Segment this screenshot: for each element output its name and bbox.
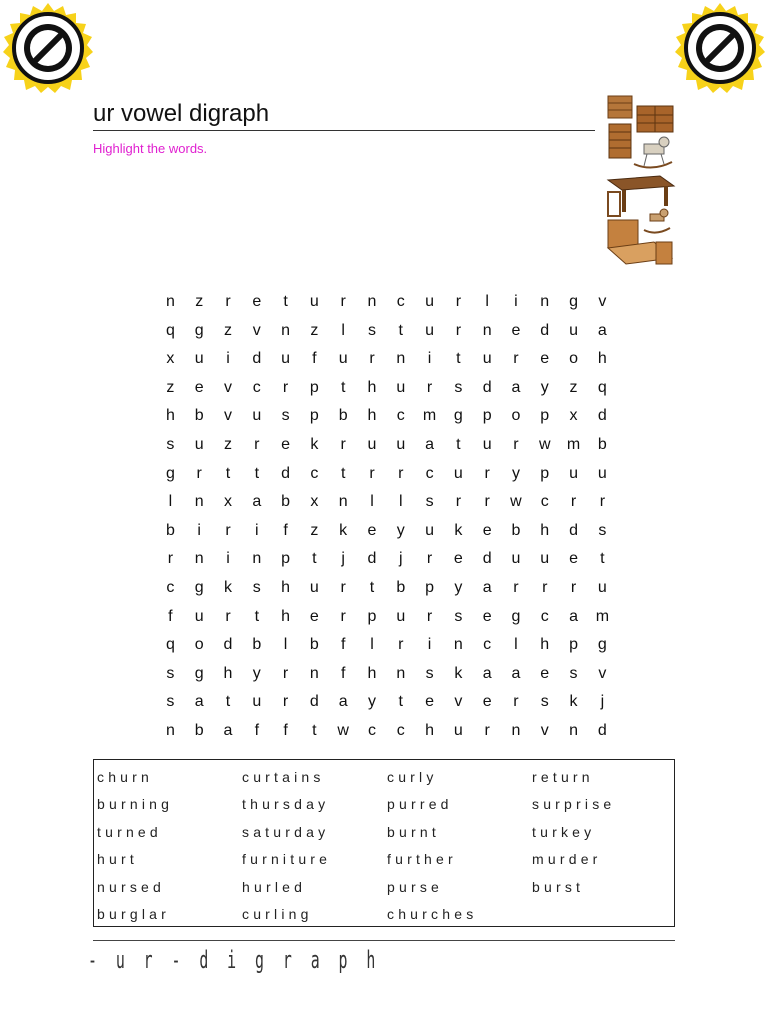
grid-letter[interactable]: b (338, 407, 348, 425)
grid-letter[interactable]: e (367, 521, 377, 539)
grid-letter[interactable]: r (570, 578, 577, 596)
grid-letter[interactable]: u (425, 293, 435, 310)
grid-letter[interactable]: f (168, 607, 173, 625)
grid-letter[interactable]: a (252, 493, 262, 511)
grid-letter[interactable]: y (396, 521, 405, 539)
grid-letter[interactable]: w (510, 493, 522, 511)
grid-letter[interactable]: p (309, 407, 319, 425)
grid-letter[interactable]: a (482, 578, 492, 596)
grid-letter[interactable]: p (281, 550, 291, 568)
grid-letter[interactable]: t (254, 607, 260, 625)
grid-letter[interactable]: d (367, 550, 377, 568)
word-item: curly (387, 769, 438, 785)
word-item: curtains (242, 769, 325, 785)
grid-letter[interactable]: r (369, 464, 375, 482)
grid-letter[interactable]: h (367, 664, 377, 682)
grid-letter[interactable]: h (540, 636, 550, 654)
grid-letter[interactable]: u (453, 721, 463, 739)
grid-letter[interactable]: a (511, 664, 521, 682)
word-item: burglar (97, 906, 170, 923)
grid-letter[interactable]: u (425, 521, 435, 539)
grid-letter[interactable]: u (396, 607, 406, 625)
word-column (242, 764, 331, 928)
grid-letter[interactable]: r (426, 378, 433, 396)
instruction-text: Highlight the words. (93, 141, 208, 156)
grid-letter[interactable]: b (252, 636, 262, 654)
grid-letter[interactable]: k (339, 521, 348, 539)
grid-letter[interactable]: n (281, 321, 291, 339)
grid-letter[interactable]: b (281, 493, 291, 511)
grid-letter[interactable]: r (455, 321, 462, 339)
grid-letter[interactable]: a (194, 693, 204, 711)
grid-letter[interactable]: z (310, 321, 319, 339)
grid-letter[interactable]: e (194, 378, 204, 396)
grid-letter[interactable]: u (309, 293, 319, 310)
grid-letter[interactable]: g (569, 293, 578, 310)
grid-letter[interactable]: c (396, 721, 405, 739)
grid-letter[interactable]: t (340, 464, 346, 482)
grid-letter[interactable]: i (197, 521, 201, 539)
grid-letter[interactable]: a (597, 321, 607, 339)
grid-letter[interactable]: r (426, 607, 433, 625)
grid-letter[interactable]: r (398, 464, 404, 482)
grid-letter[interactable]: u (425, 321, 435, 339)
grid-letter[interactable]: b (194, 721, 204, 739)
grid-letter[interactable]: z (310, 521, 319, 539)
grid-letter[interactable]: e (281, 435, 291, 453)
grid-letter[interactable]: u (482, 435, 492, 453)
grid-letter[interactable]: e (482, 607, 492, 625)
grid-letter[interactable]: a (569, 607, 578, 625)
grid-letter[interactable]: r (225, 521, 231, 539)
grid-letter[interactable]: r (282, 693, 289, 711)
word-column (532, 764, 615, 901)
grid-letter[interactable]: u (309, 578, 319, 596)
grid-letter[interactable]: x (166, 350, 175, 368)
grid-letter[interactable]: d (482, 550, 492, 568)
word-item: burnt (387, 823, 440, 840)
grid-letter[interactable]: s (425, 493, 434, 511)
grid-letter[interactable]: d (223, 636, 233, 654)
grid-letter[interactable]: p (482, 407, 492, 425)
grid-letter[interactable]: y (367, 693, 376, 711)
grid-letter[interactable]: g (194, 664, 204, 682)
grid-letter[interactable]: l (341, 321, 345, 339)
word-item: saturday (242, 823, 330, 840)
grid-letter[interactable]: t (312, 721, 317, 739)
grid-letter[interactable]: u (597, 464, 607, 482)
footer-divider (93, 940, 675, 941)
grid-letter[interactable]: r (455, 293, 462, 310)
grid-letter[interactable]: u (396, 378, 406, 396)
grid-letter[interactable]: j (341, 550, 345, 568)
grid-letter[interactable]: h (425, 721, 435, 739)
grid-letter[interactable]: g (194, 321, 204, 339)
grid-letter[interactable]: u (367, 435, 377, 453)
grid-letter[interactable]: r (484, 493, 490, 511)
word-item: return (532, 769, 594, 785)
grid-letter[interactable]: i (427, 350, 432, 368)
grid-letter[interactable]: a (338, 693, 348, 711)
grid-letter[interactable]: y (540, 378, 549, 396)
grid-letter[interactable]: w (337, 721, 349, 739)
grid-letter[interactable]: y (454, 578, 463, 596)
word-item: burning (97, 796, 174, 813)
grid-letter[interactable]: x (310, 493, 319, 511)
grid-letter[interactable]: e (482, 521, 492, 539)
grid-letter[interactable]: b (165, 521, 175, 539)
grid-letter[interactable]: n (165, 721, 175, 739)
grid-letter[interactable]: f (283, 521, 288, 539)
grid-letter[interactable]: s (454, 378, 463, 396)
grid-letter[interactable]: r (513, 350, 519, 368)
grid-letter[interactable]: o (194, 636, 204, 654)
grid-letter[interactable]: z (223, 321, 232, 339)
grid-letter[interactable]: c (252, 378, 261, 396)
word-search-grid[interactable] (156, 288, 617, 746)
grid-letter[interactable]: d (252, 350, 262, 368)
grid-letter[interactable]: h (367, 407, 377, 425)
grid-letter[interactable]: k (310, 435, 319, 453)
grid-letter[interactable]: f (340, 664, 346, 682)
grid-letter[interactable]: c (483, 636, 492, 654)
grid-letter[interactable]: r (599, 493, 606, 511)
grid-letter[interactable]: d (482, 378, 492, 396)
grid-letter[interactable]: v (252, 321, 261, 339)
grid-letter[interactable]: r (196, 464, 202, 482)
grid-letter[interactable]: u (194, 350, 204, 368)
grid-letter[interactable]: f (312, 350, 317, 368)
grid-letter[interactable]: l (485, 293, 489, 310)
grid-letter[interactable]: k (454, 521, 463, 539)
grid-letter[interactable]: v (223, 407, 232, 425)
grid-letter[interactable]: c (540, 607, 549, 625)
grid-letter[interactable]: h (540, 521, 550, 539)
page-title: ur vowel digraph (93, 98, 595, 131)
word-item: churn (97, 769, 154, 785)
grid-letter[interactable]: v (223, 378, 232, 396)
grid-letter[interactable]: t (225, 693, 231, 711)
grid-letter[interactable]: m (595, 607, 610, 625)
word-item: purse (387, 878, 444, 895)
grid-letter[interactable]: u (540, 550, 550, 568)
grid-letter[interactable]: l (398, 493, 403, 511)
grid-letter[interactable]: u (338, 350, 348, 368)
grid-letter[interactable]: p (569, 636, 578, 654)
grid-letter[interactable]: t (312, 550, 317, 568)
grid-letter[interactable]: e (482, 693, 492, 711)
grid-letter[interactable]: d (597, 407, 607, 425)
word-item: turkey (532, 823, 596, 840)
word-item: furniture (242, 851, 332, 868)
grid-letter[interactable]: r (455, 493, 462, 511)
grid-letter[interactable]: f (283, 721, 288, 739)
grid-letter[interactable]: r (369, 350, 375, 368)
grid-letter[interactable]: r (513, 578, 519, 596)
grid-letter[interactable]: e (540, 664, 550, 682)
grid-letter[interactable]: n (511, 721, 521, 739)
seal-icon (2, 2, 94, 94)
grid-letter[interactable]: s (367, 321, 376, 339)
grid-letter[interactable]: z (569, 378, 578, 396)
grid-letter[interactable]: q (597, 378, 607, 396)
word-item: further (387, 851, 457, 868)
grid-letter[interactable]: p (367, 607, 377, 625)
grid-letter[interactable]: u (597, 578, 607, 596)
grid-letter[interactable]: z (166, 378, 175, 396)
grid-letter[interactable]: u (396, 435, 406, 453)
grid-letter[interactable]: e (425, 693, 435, 711)
word-item: burst (532, 878, 585, 895)
grid-letter[interactable]: r (340, 293, 346, 310)
word-item: surprise (532, 796, 616, 813)
grid-letter[interactable]: m (422, 407, 437, 425)
grid-letter[interactable]: q (165, 636, 175, 654)
grid-letter[interactable]: n (453, 636, 463, 654)
grid-letter[interactable]: e (511, 321, 521, 339)
grid-letter[interactable]: s (540, 693, 549, 711)
grid-letter[interactable]: t (600, 550, 605, 568)
grid-letter[interactable]: l (370, 493, 374, 511)
grid-letter[interactable]: u (194, 435, 204, 453)
grid-letter[interactable]: i (255, 521, 259, 539)
grid-letter[interactable]: r (542, 578, 548, 596)
grid-letter[interactable]: a (223, 721, 233, 739)
grid-letter[interactable]: r (340, 607, 346, 625)
grid-letter[interactable]: r (167, 550, 174, 568)
grid-letter[interactable]: i (514, 293, 518, 310)
grid-letter[interactable]: e (453, 550, 463, 568)
grid-letter[interactable]: a (482, 664, 492, 682)
grid-letter[interactable]: b (511, 521, 521, 539)
grid-letter[interactable]: s (166, 435, 175, 453)
grid-letter[interactable]: n (338, 493, 348, 511)
grid-letter[interactable]: t (254, 464, 260, 482)
grid-letter[interactable]: v (454, 693, 463, 711)
grid-letter[interactable]: e (252, 293, 262, 310)
grid-letter[interactable]: d (569, 521, 578, 539)
grid-letter[interactable]: n (540, 293, 550, 310)
grid-letter[interactable]: r (398, 636, 404, 654)
grid-letter[interactable]: y (252, 664, 261, 682)
grid-letter[interactable]: f (254, 721, 260, 739)
grid-letter[interactable]: r (282, 664, 289, 682)
grid-letter[interactable]: x (569, 407, 578, 425)
grid-letter[interactable]: d (597, 721, 607, 739)
grid-letter[interactable]: n (252, 550, 262, 568)
grid-letter[interactable]: t (369, 578, 375, 596)
grid-letter[interactable]: e (309, 607, 319, 625)
grid-letter[interactable]: z (195, 293, 204, 310)
grid-letter[interactable]: l (370, 636, 374, 654)
grid-letter[interactable]: v (598, 664, 607, 682)
grid-letter[interactable]: u (252, 407, 262, 425)
pdf-xchange-seal-right[interactable] (674, 2, 766, 94)
grid-letter[interactable]: g (511, 607, 521, 625)
grid-letter[interactable]: a (511, 378, 521, 396)
grid-letter[interactable]: s (166, 693, 175, 711)
grid-letter[interactable]: t (398, 321, 403, 339)
grid-letter[interactable]: r (225, 293, 231, 310)
grid-letter[interactable]: t (398, 693, 403, 711)
grid-letter[interactable]: n (194, 493, 204, 511)
grid-letter[interactable]: n (396, 350, 406, 368)
grid-letter[interactable]: r (570, 493, 577, 511)
grid-letter[interactable]: t (283, 293, 288, 310)
grid-letter[interactable]: s (252, 578, 261, 596)
grid-letter[interactable]: g (453, 407, 463, 425)
grid-letter[interactable]: u (511, 550, 521, 568)
word-item: churches (387, 906, 478, 923)
word-item: hurt (97, 851, 138, 868)
grid-letter[interactable]: r (340, 578, 346, 596)
grid-letter[interactable]: r (340, 435, 346, 453)
grid-letter[interactable]: t (225, 464, 231, 482)
grid-letter[interactable]: i (226, 550, 230, 568)
grid-letter[interactable]: y (511, 464, 520, 482)
grid-letter[interactable]: c (367, 721, 376, 739)
grid-letter[interactable]: r (484, 721, 490, 739)
grid-letter[interactable]: a (425, 435, 435, 453)
grid-letter[interactable]: d (281, 464, 291, 482)
grid-letter[interactable]: k (223, 578, 232, 596)
grid-letter[interactable]: t (456, 350, 461, 368)
grid-letter[interactable]: x (223, 493, 232, 511)
grid-letter[interactable]: u (194, 607, 204, 625)
grid-letter[interactable]: s (569, 664, 578, 682)
grid-letter[interactable]: c (166, 578, 175, 596)
grid-letter[interactable]: g (194, 578, 204, 596)
seal-icon (674, 2, 766, 94)
grid-letter[interactable]: r (225, 607, 231, 625)
pdf-xchange-seal-left[interactable] (2, 2, 94, 94)
footer-label: - u r - d i g r a p h (88, 946, 381, 974)
grid-letter[interactable]: l (283, 636, 288, 654)
grid-letter[interactable]: j (398, 550, 403, 568)
grid-letter[interactable]: d (309, 693, 319, 711)
word-column (387, 764, 477, 928)
grid-letter[interactable]: u (569, 464, 578, 482)
grid-letter[interactable]: r (426, 550, 433, 568)
word-item: purred (387, 796, 453, 813)
grid-letter[interactable]: c (310, 464, 319, 482)
grid-letter[interactable]: s (166, 664, 175, 682)
grid-letter[interactable]: u (453, 464, 463, 482)
word-item: nursed (97, 878, 166, 895)
grid-letter[interactable]: z (223, 435, 232, 453)
grid-letter[interactable]: k (569, 693, 578, 711)
grid-letter[interactable]: c (396, 407, 405, 425)
grid-letter[interactable]: w (538, 435, 551, 453)
grid-letter[interactable]: h (281, 607, 291, 625)
grid-letter[interactable]: c (396, 293, 405, 310)
grid-letter[interactable]: r (254, 435, 260, 453)
grid-letter[interactable]: s (454, 607, 463, 625)
grid-letter[interactable]: r (484, 464, 490, 482)
grid-letter[interactable]: v (598, 293, 607, 310)
grid-letter[interactable]: p (540, 407, 550, 425)
grid-letter[interactable]: n (309, 664, 319, 682)
grid-letter[interactable]: s (281, 407, 290, 425)
grid-letter[interactable]: u (482, 350, 492, 368)
grid-letter[interactable]: b (194, 407, 204, 425)
grid-letter[interactable]: t (456, 435, 461, 453)
grid-letter[interactable]: b (597, 435, 607, 453)
grid-letter[interactable]: n (165, 293, 175, 310)
grid-letter[interactable]: k (454, 664, 463, 682)
grid-letter[interactable]: r (513, 435, 519, 453)
grid-letter[interactable]: e (540, 350, 550, 368)
grid-letter[interactable]: o (511, 407, 521, 425)
grid-letter[interactable]: o (569, 350, 578, 368)
grid-letter[interactable]: s (425, 664, 434, 682)
word-item: thursday (242, 796, 330, 813)
word-item: hurled (242, 878, 307, 895)
grid-letter[interactable]: e (569, 550, 578, 568)
grid-letter[interactable]: p (425, 578, 435, 596)
grid-letter[interactable]: t (340, 378, 346, 396)
word-item: murder (532, 851, 602, 868)
grid-letter[interactable]: s (598, 521, 607, 539)
grid-letter[interactable]: h (597, 350, 607, 368)
grid-letter[interactable]: b (309, 636, 319, 654)
grid-letter[interactable]: g (165, 464, 175, 482)
grid-letter[interactable]: r (282, 378, 289, 396)
grid-letter[interactable]: h (165, 407, 175, 425)
grid-letter[interactable]: g (597, 636, 607, 654)
grid-letter[interactable]: p (540, 464, 550, 482)
grid-letter[interactable]: l (514, 636, 518, 654)
grid-letter[interactable]: c (540, 493, 549, 511)
grid-letter[interactable]: j (600, 693, 605, 711)
grid-letter[interactable]: i (226, 350, 230, 368)
grid-letter[interactable]: u (281, 350, 291, 368)
grid-letter[interactable]: u (569, 321, 578, 339)
grid-letter[interactable]: d (540, 321, 550, 339)
grid-letter[interactable]: b (396, 578, 406, 596)
grid-letter[interactable]: v (540, 721, 549, 739)
word-item: curling (242, 906, 313, 923)
grid-letter[interactable]: p (309, 378, 319, 396)
grid-letter[interactable]: f (340, 636, 346, 654)
grid-letter[interactable]: m (566, 435, 581, 453)
grid-letter[interactable]: n (396, 664, 406, 682)
grid-letter[interactable]: r (513, 693, 519, 711)
grid-letter[interactable]: h (281, 578, 291, 596)
grid-letter[interactable]: i (427, 636, 432, 654)
grid-letter[interactable]: n (367, 293, 377, 310)
grid-letter[interactable]: h (367, 378, 377, 396)
grid-letter[interactable]: n (194, 550, 204, 568)
furniture-pictures (604, 92, 676, 272)
word-column (97, 764, 173, 928)
grid-letter[interactable]: n (569, 721, 578, 739)
grid-letter[interactable]: u (252, 693, 262, 711)
word-item: turned (97, 823, 162, 840)
grid-letter[interactable]: l (168, 493, 173, 511)
grid-letter[interactable]: c (425, 464, 434, 482)
word-list-box (93, 759, 675, 927)
grid-letter[interactable]: n (482, 321, 492, 339)
grid-letter[interactable]: q (165, 321, 175, 339)
grid-letter[interactable]: h (223, 664, 233, 682)
